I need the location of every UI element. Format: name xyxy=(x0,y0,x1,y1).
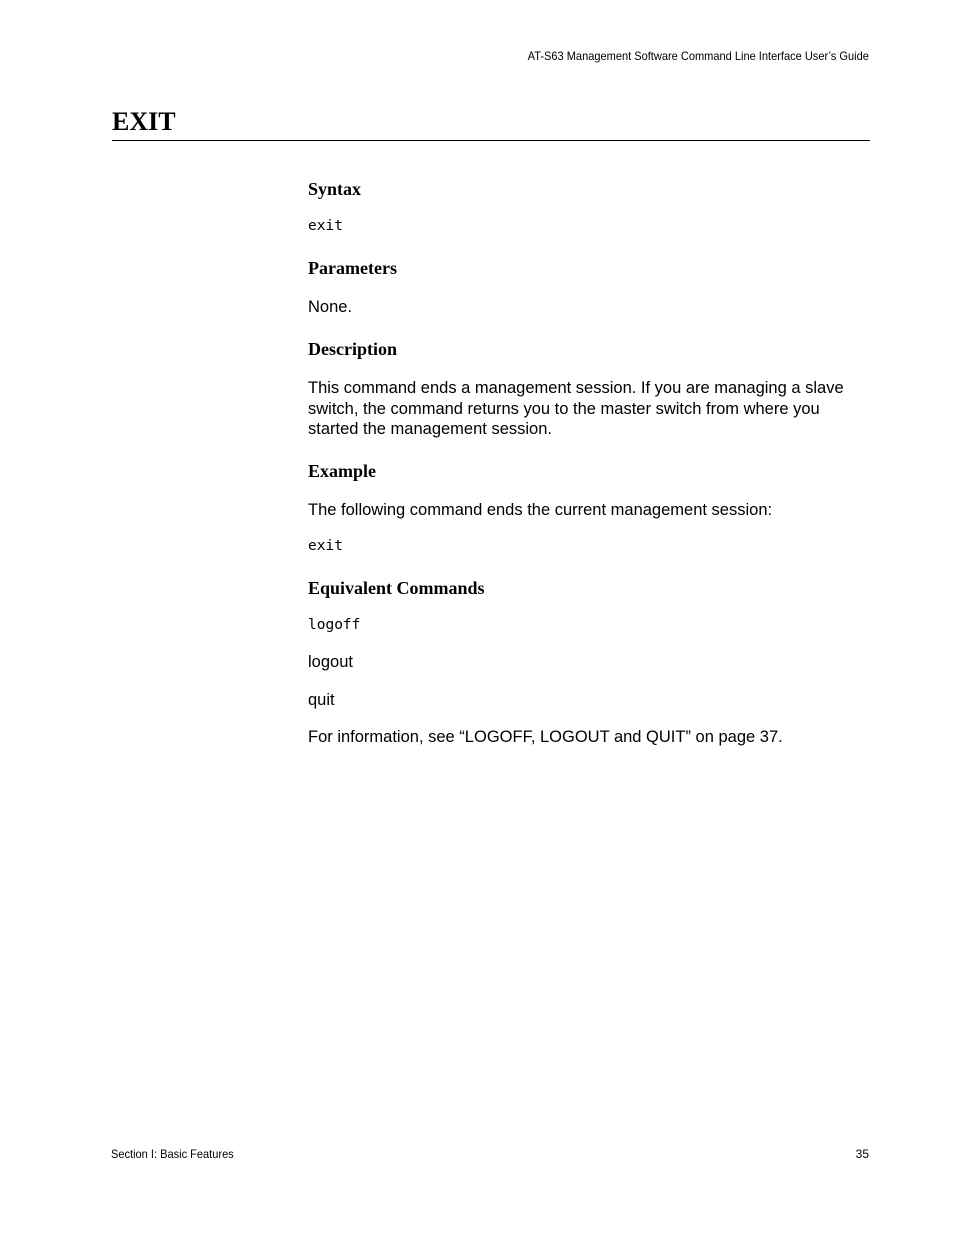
equivalent-command-logoff: logoff xyxy=(308,617,361,633)
syntax-heading: Syntax xyxy=(308,179,362,199)
footer-page-number: 35 xyxy=(855,1147,869,1161)
description-heading: Description xyxy=(308,339,397,359)
example-text: The following command ends the current management session: xyxy=(308,501,773,519)
running-header: AT-S63 Management Software Command Line Interface User’s Guide xyxy=(527,49,869,63)
footer-section: Section I: Basic Features xyxy=(111,1147,234,1161)
example-heading: Example xyxy=(308,461,377,481)
equivalent-commands-heading: Equivalent Commands xyxy=(308,578,485,598)
equivalent-command-logout: logout xyxy=(308,653,353,671)
title-divider xyxy=(112,140,870,141)
description-text: This command ends a management session. If you are managing a slave switch, the command returns you to the master switch from where you started the management session. xyxy=(308,379,844,438)
cross-reference-text: For information, see “LOGOFF, LOGOUT and QUIT” on page 37. xyxy=(308,728,783,746)
equivalent-command-quit: quit xyxy=(308,691,335,709)
parameters-text: None. xyxy=(308,298,353,316)
example-code: exit xyxy=(308,538,343,554)
page-title: EXIT xyxy=(112,107,176,136)
parameters-heading: Parameters xyxy=(308,258,397,278)
syntax-code: exit xyxy=(308,218,343,234)
